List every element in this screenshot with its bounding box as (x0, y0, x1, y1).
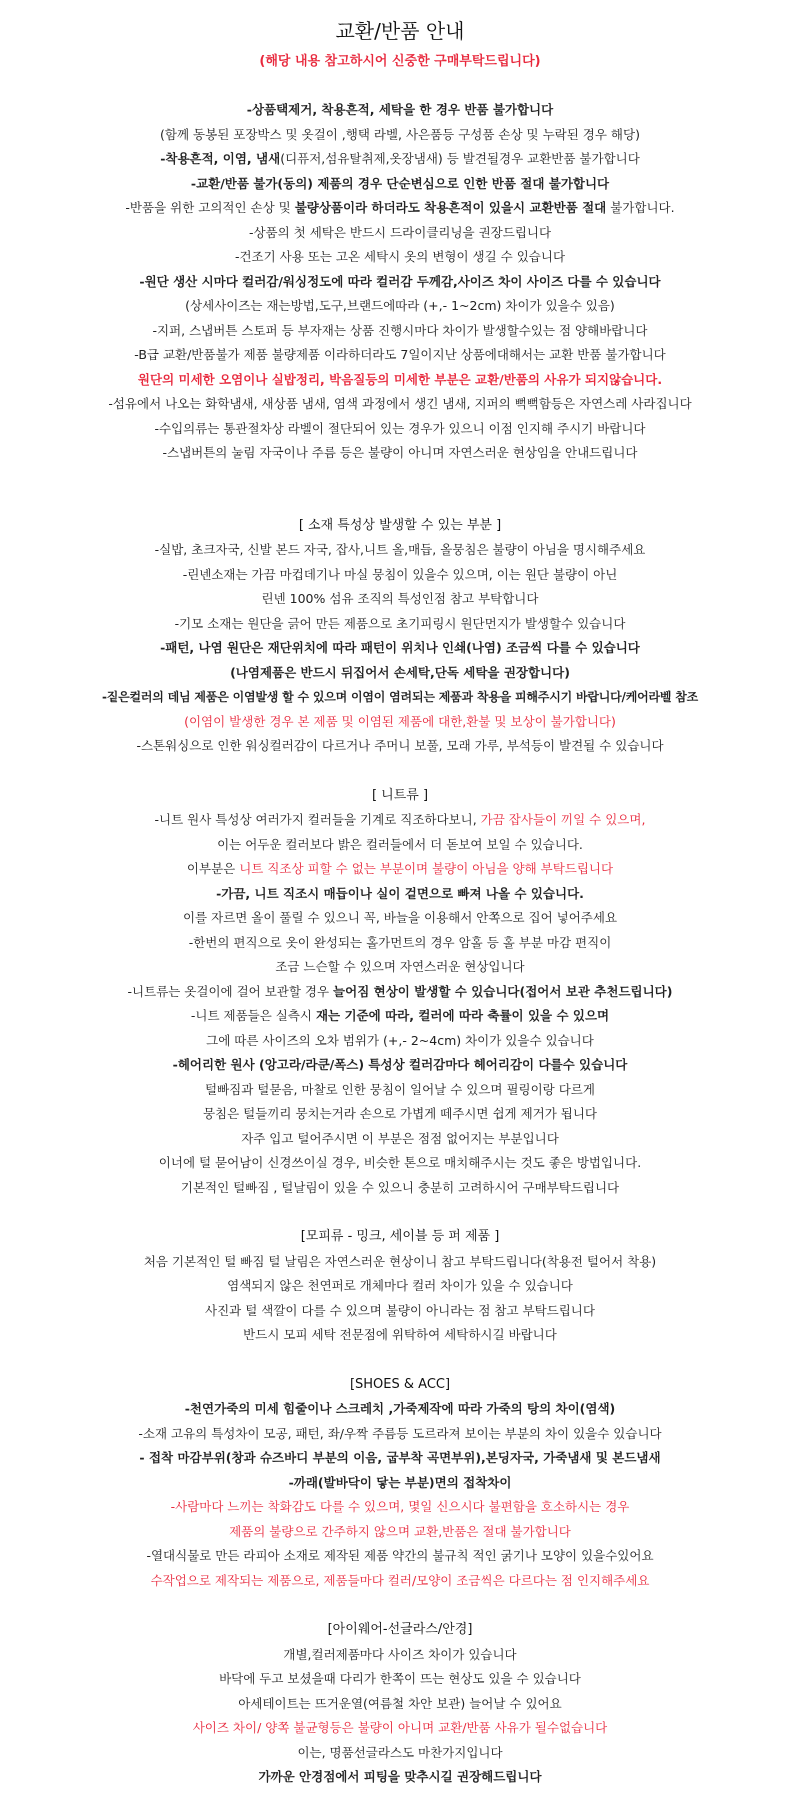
spacer (0, 1593, 800, 1618)
guide-text: 사진과 털 색깔이 다를 수 있으며 불량이 아니라는 점 참고 부탁드립니다 (205, 1302, 595, 1318)
guide-text: 불가합니다. (606, 200, 675, 215)
guide-line (0, 710, 800, 735)
guide-text: (이염이 발생한 경우 본 제품 및 이염된 제품에 대한,환불 및 보상이 불가합니다) (184, 713, 616, 729)
guide-text: -반품을 위한 고의적인 손상 및 (125, 200, 295, 215)
guide-text: -착용흔적, 이염, 냄새 (160, 151, 281, 166)
guide-text: 기본적인 털빠짐 , 털날림이 있을 수 있으니 충분히 고려하시어 구매부탁드립니다 (180, 1179, 620, 1195)
guide-text: 처음 기본적인 털 빠짐 털 날림은 자연스러운 현상이니 참고 부탁드립니다(착용전 털어서 착용) (143, 1253, 657, 1269)
guide-line (0, 172, 800, 197)
guide-text: 염색되지 않은 천연퍼로 개체마다 컬러 차이가 있을 수 있습니다 (227, 1278, 573, 1293)
guide-line (0, 1029, 800, 1054)
guide-line (0, 1569, 800, 1594)
guide-text: 털빠짐과 털묻음, 마찰로 인한 뭉침이 일어날 수 있으며 필링이랑 다르게 (205, 1081, 595, 1097)
guide-line (0, 1741, 800, 1766)
section-heading: [모피류 - 밍크, 세이블 등 퍼 제품 ] (300, 1229, 500, 1244)
guide-line (0, 636, 800, 661)
guide-line (0, 563, 800, 588)
section-fur (0, 1200, 800, 1348)
guide-text: 늘어짐 현상이 발생할 수 있습니다(접어서 보관 추천드립니다) (333, 983, 673, 999)
guide-text: -패턴, 나염 원단은 재단위치에 따라 패턴이 위치나 인쇄(나염) 조금씩 다를 수 있습니다 (160, 640, 640, 655)
guide-text: 이는 어두운 컬러보다 밝은 컬러들에서 더 돋보여 보일 수 있습니다. (217, 836, 583, 852)
guide-text: -교환/반품 불가(동의) 제품의 경우 단순변심으로 인한 반품 절대 불가합니다 (190, 175, 610, 191)
guide-line (0, 270, 800, 295)
guide-line (0, 734, 800, 759)
guide-line (0, 417, 800, 442)
guide-line (0, 587, 800, 612)
guide-line (0, 1323, 800, 1348)
guide-line (0, 392, 800, 417)
guide-line (0, 1053, 800, 1078)
guide-line (0, 1716, 800, 1741)
guide-text: (함께 동봉된 포장박스 및 옷걸이 ,행택 라벨, 사은품등 구성품 손상 및 누락된 경우 해당) (160, 126, 640, 142)
spacer (0, 1348, 800, 1373)
guide-line (0, 661, 800, 686)
guide-text: -수입의류는 통관절차상 라벨이 절단되어 있는 경우가 있으니 이점 인지해 주시기 바랍니다 (154, 420, 646, 436)
guide-line (0, 808, 800, 833)
guide-text: 자주 입고 털어주시면 이 부분은 점점 없어지는 부분입니다 (241, 1130, 559, 1146)
guide-line (0, 612, 800, 637)
guide-text: - 접착 마감부위(창과 슈즈바디 부분의 이음, 굽부착 곡면부위),본딩자국, 가죽냄새 및 본드냄새 (139, 1450, 661, 1465)
guide-line (0, 1151, 800, 1176)
guide-text: -기모 소재는 원단을 긁어 만든 제품으로 초기피링시 원단먼지가 발생할수 있습니다 (174, 615, 626, 631)
section-heading: [아이웨어-선글라스/안경] (327, 1622, 473, 1637)
guide-line (0, 1176, 800, 1201)
guide-line (0, 882, 800, 907)
guide-line (0, 147, 800, 172)
guide-line (0, 1299, 800, 1324)
guide-text: 뭉침은 털들끼리 뭉치는거라 손으로 가볍게 떼주시면 쉽게 제거가 됩니다 (202, 1106, 598, 1121)
guide-text: -실밥, 초크자국, 신발 본드 자국, 잡사,니트 올,매듭, 올뭉침은 불량이 아님을 명시해주세요 (154, 542, 646, 557)
guide-line (0, 955, 800, 980)
spacer (0, 466, 800, 514)
guide-text: -한번의 편직으로 옷이 완성되는 홀가먼트의 경우 암홀 등 홀 부분 마감 편직이 (188, 934, 612, 950)
guide-line (0, 343, 800, 368)
section-general (0, 98, 800, 466)
guide-line (0, 98, 800, 123)
guide-line (0, 1544, 800, 1569)
guide-text: -린넨소재는 가끔 마컵데기나 마실 뭉침이 있을수 있으며, 이는 원단 불량이 아닌 (182, 566, 618, 582)
guide-text: -섬유에서 나오는 화학냄새, 새상품 냄새, 염색 과정에서 생긴 냄새, 지퍼의 뻑뻑함등은 자연스레 사라집니다 (108, 396, 692, 411)
guide-text: 가까운 안경점에서 피팅을 맞추시길 권장해드립니다 (258, 1769, 542, 1784)
guide-line (0, 1643, 800, 1668)
spacer (0, 74, 800, 98)
guide-line (0, 1250, 800, 1275)
guide-text: -스톤워싱으로 인한 워싱컬러감이 다르거나 주머니 보풀, 모래 가루, 부석등이 발견될 수 있습니다 (136, 738, 664, 753)
guide-line (0, 1765, 800, 1790)
guide-text: 이너에 털 묻어남이 신경쓰이실 경우, 비슷한 톤으로 매치해주시는 것도 좋은 방법입니다. (158, 1155, 642, 1170)
guide-line (0, 441, 800, 466)
guide-text: 원단의 미세한 오염이나 실밥정리, 박음질등의 미세한 부분은 교환/반품의 사유가 되지않습니다. (137, 371, 663, 387)
guide-line (0, 1127, 800, 1152)
guide-text: 아세테이트는 뜨거운열(여름철 차안 보관) 늘어날 수 있어요 (238, 1695, 562, 1711)
guide-line (0, 1422, 800, 1447)
guide-line (0, 685, 800, 710)
guide-line (0, 1495, 800, 1520)
guide-line (0, 1520, 800, 1545)
guide-text: -스냅버튼의 눌림 자국이나 주름 등은 불량이 아니며 자연스러운 현상임을 안내드립니다 (162, 445, 638, 460)
guide-line (0, 833, 800, 858)
guide-line (0, 319, 800, 344)
guide-text: -상품택제거, 착용흔적, 세탁을 한 경우 반품 불가합니다 (246, 102, 554, 117)
guide-text: -까래(발바닥이 닿는 부분)면의 접착차이 (288, 1474, 512, 1490)
section-heading: [ 소재 특성상 발생할 수 있는 부분 ] (298, 517, 502, 533)
guide-text: -천연가죽의 미세 힘줄이나 스크레치 ,가죽제작에 따라 가죽의 탕의 차이(염색) (184, 1401, 616, 1416)
guide-line (0, 1471, 800, 1496)
guide-text: 가끔 잡사들이 끼일 수 있으며, (480, 812, 646, 827)
guide-text: 이를 자르면 올이 풀릴 수 있으니 꼭, 바늘을 이용해서 안쪽으로 집어 넣어주세요 (182, 910, 618, 925)
guide-text: 개별,컬러제품마다 사이즈 차이가 있습니다 (283, 1646, 517, 1662)
guide-text: -니트 원사 특성상 여러가지 컬러들을 기계로 직조하다보니, (154, 812, 481, 827)
guide-line (0, 980, 800, 1005)
guide-text: 재는 기준에 따라, 컬러에 따라 축률이 있을 수 있으며 (315, 1008, 610, 1023)
guide-line (0, 221, 800, 246)
guide-text: -B급 교환/반품불가 제품 불량제품 이라하더라도 7일이지난 상품에대해서는 교환 반품 불가합니다 (134, 347, 666, 362)
section-heading: [ 니트류 ] (371, 787, 429, 803)
guide-line (0, 294, 800, 319)
guide-text: (나염제품은 반드시 뒤집어서 손세탁,단독 세탁을 권장합니다) (230, 664, 570, 680)
guide-text: 불량상품이라 하더라도 착용흔적이 있을시 교환반품 절대 (294, 200, 607, 215)
guide-line (0, 931, 800, 956)
guide-line (0, 368, 800, 393)
guide-text: -니트류는 옷걸이에 걸어 보관할 경우 (127, 983, 334, 999)
section-shoes-acc (0, 1348, 800, 1594)
guide-text: 반드시 모피 세탁 전문점에 위탁하여 세탁하시길 바랍니다 (243, 1327, 557, 1342)
guide-text: -헤어리한 원사 (앙고라/라쿤/폭스) 특성상 컬러감마다 헤어리감이 다를수 있습니다 (172, 1057, 628, 1072)
guide-text: -짙은컬러의 데님 제품은 이염발생 할 수 있으며 이염이 염려되는 제품과 착용을 피해주시기 바랍니다/케어라벨 참조 (101, 690, 699, 704)
guide-line (0, 1274, 800, 1299)
spacer (0, 1200, 800, 1225)
guide-text: (디퓨저,섬유탈취제,옷장냄새) 등 발견될경우 교환반품 불가합니다 (280, 151, 640, 166)
guide-line (0, 1078, 800, 1103)
guide-line (0, 245, 800, 270)
guide-text: -니트 제품들은 실측시 (190, 1008, 316, 1023)
guide-text: -건조기 사용 또는 고온 세탁시 옷의 변형이 생길 수 있습니다 (234, 249, 566, 264)
guide-sections (0, 98, 800, 1790)
section-material (0, 466, 800, 759)
guide-text: -상품의 첫 세탁은 반드시 드라이클리닝을 권장드립니다 (248, 224, 552, 240)
guide-line (0, 196, 800, 221)
guide-line (0, 857, 800, 882)
guide-text: -원단 생산 시마다 컬러감/워싱정도에 따라 컬러감 두께감,사이즈 차이 사이즈 다를 수 있습니다 (139, 273, 661, 289)
guide-line (0, 1004, 800, 1029)
guide-line (0, 906, 800, 931)
guide-line (0, 1397, 800, 1422)
guide-text: 조금 느슨할 수 있으며 자연스러운 현상입니다 (275, 959, 525, 974)
guide-line (0, 538, 800, 563)
guide-text: 제품의 불량으로 간주하지 않으며 교환,반품은 절대 불가합니다 (229, 1523, 571, 1539)
guide-line (0, 123, 800, 148)
guide-text: -소재 고유의 특성차이 모공, 패턴, 좌/우짝 주름등 도르라져 보이는 부분의 차이 있을수 있습니다 (138, 1425, 662, 1441)
guide-line (0, 1102, 800, 1127)
guide-text: -가끔, 니트 직조시 매듭이나 실이 겉면으로 빠져 나올 수 있습니다. (216, 885, 584, 901)
guide-text: -지퍼, 스냅버튼 스토퍼 등 부자재는 상품 진행시마다 차이가 발생할수있는 점 양해바랍니다 (152, 322, 648, 338)
guide-text: 사이즈 차이/ 양쪽 불균형등은 불량이 아니며 교환/반품 사유가 될수없습니다 (192, 1720, 608, 1735)
spacer (0, 759, 800, 784)
section-heading: [SHOES & ACC] (349, 1376, 451, 1392)
guide-text: 니트 직조상 피할 수 없는 부분이며 불량이 아님을 양해 부탁드립니다 (239, 861, 614, 876)
section-eyewear (0, 1593, 800, 1790)
guide-line (0, 1667, 800, 1692)
guide-text: 이부분은 (186, 861, 240, 876)
guide-text: (상세사이즈는 재는방법,도구,브랜드에따라 (+,- 1~2cm) 차이가 있을수 있음) (185, 298, 615, 313)
guide-line (0, 1446, 800, 1471)
section-knit (0, 759, 800, 1201)
guide-line (0, 1692, 800, 1717)
guide-text: 그에 따른 사이즈의 오차 범위가 (+,- 2~4cm) 차이가 있을수 있습니다 (206, 1032, 594, 1048)
guide-text: 이는, 명품선글라스도 마찬가지입니다 (297, 1744, 503, 1760)
notice-text: (해당 내용 참고하시어 신중한 구매부탁드립니다) (259, 54, 541, 69)
guide-text: -열대식물로 만든 라피아 소재로 제작된 제품 약간의 불규칙 적인 굵기나 모양이 있을수있어요 (146, 1548, 654, 1563)
guide-text: -사람마다 느끼는 착화감도 다를 수 있으며, 몇일 신으시다 불편함을 호소하시는 경우 (170, 1499, 630, 1514)
guide-text: 수작업으로 제작되는 제품으로, 제품들마다 컬러/모양이 조금씩은 다르다는 점 인지해주세요 (150, 1572, 650, 1588)
guide-text: 바닥에 두고 보셨을때 다리가 한쪽이 뜨는 현상도 있을 수 있습니다 (219, 1671, 581, 1686)
guide-text: 린넨 100% 섬유 조직의 특성인점 참고 부탁합니다 (261, 591, 539, 606)
page-title: 교환/반품 안내 (335, 19, 465, 43)
